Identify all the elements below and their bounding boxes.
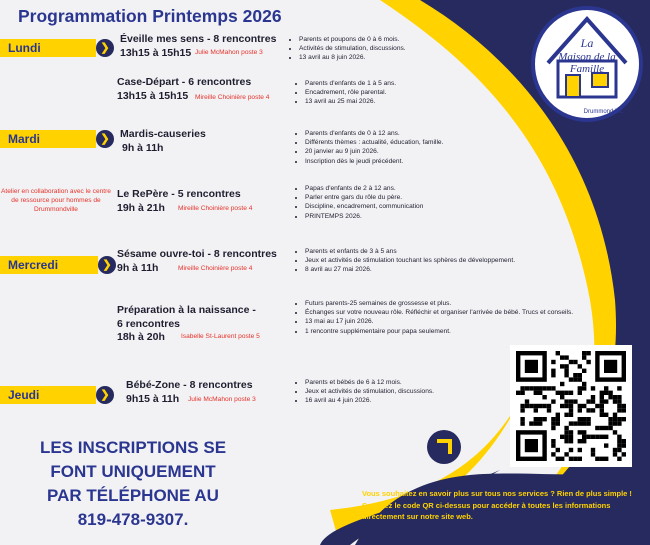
chevron-right-icon: ❯ [96, 39, 114, 57]
day-label-mercredi: Mercredi [0, 256, 98, 274]
activity-title: Le RePère - 5 rencontres 19h à 21h [117, 188, 241, 214]
activity-title: Sésame ouvre-toi - 8 rencontres 9h à 11h [117, 248, 277, 274]
activity-details: • Parents d'enfants de 1 à 5 ans. • Encadrement, rôle parental. • 13 avril au 25 mai 2026. [296, 79, 605, 107]
activity-details: • Futurs parents-25 semaines de grossesse et plus. • Échanges sur votre nouveau rôle. Réfléchir et organiser l'arrivée de bébé. Trucs et conseils. • 13 mai au 17 juin 2026. • 1 rencontre supplémentaire pour papa seulement. [296, 299, 595, 336]
chevron-right-icon: ❯ [96, 386, 114, 404]
animator: Isabelle St-Laurent poste 5 [181, 333, 260, 340]
activity-title: Préparation à la naissance - 6 rencontres 18h à 20h [117, 304, 256, 343]
qr-code[interactable] [510, 345, 632, 467]
svg-text:Famille: Famille [569, 63, 605, 75]
day-label-jeudi: Jeudi [0, 386, 96, 404]
activity-title: Mardis-causeries 9h à 11h [120, 128, 206, 154]
activity-details: • Parents et bébés de 6 à 12 mois. • Jeux et activités de stimulation, discussions. • 16 avril au 4 juin 2026. [296, 378, 605, 406]
activity-title: Éveille mes sens - 8 rencontres 13h15 à 15h15 [120, 33, 277, 59]
page-title: Programmation Printemps 2026 [18, 6, 282, 26]
collaboration-note: Atelier en collaboration avec le centre de ressource pour hommes de Drummondville [1, 188, 111, 213]
animator: Mireille Choinière poste 4 [178, 265, 253, 272]
activity-details: • Parents d'enfants de 0 à 12 ans. • Différents thèmes : actualité, éducation, famille. • 20 janvier au 9 juin 2026. • Inscription dès le jeudi précédent. [296, 129, 605, 166]
animator: Julie McMahon poste 3 [188, 396, 256, 403]
activity-title: Bébé-Zone - 8 rencontres 9h15 à 11h [126, 379, 253, 405]
info-text: Vous souhaitez en savoir plus sur tous nos services ? Rien de plus simple ! Scannez le code QR ci-dessus pour accéder à toutes les informations directement sur notre site web. [362, 489, 632, 521]
animator: Mireille Choinière poste 4 [178, 205, 253, 212]
inscriptions-notice: LES INSCRIPTIONS SE FONT UNIQUEMENT PAR TÉLÉPHONE AU 819-478-9307. [39, 438, 227, 529]
arrow-circle-icon [427, 430, 461, 464]
activity-details: • Parents et enfants de 3 à 5 ans • Jeux et activités de stimulation touchant les sphères de développement. • 8 avril au 27 mai 2026. [296, 247, 525, 275]
animator: Mireille Choinière poste 4 [195, 94, 270, 101]
svg-text:Drummond inc.: Drummond inc. [583, 109, 625, 115]
chevron-right-icon: ❯ [98, 256, 116, 274]
day-label-lundi: Lundi [0, 39, 96, 57]
svg-text:Maison de la: Maison de la [558, 51, 616, 63]
chevron-right-icon: ❯ [96, 130, 114, 148]
animator: Julie McMahon poste 3 [195, 49, 263, 56]
svg-text:La: La [580, 36, 594, 50]
activity-title: Case-Départ - 6 rencontres 13h15 à 15h15 [117, 76, 252, 102]
day-label-mardi: Mardi [0, 130, 96, 148]
activity-details: • Papas d'enfants de 2 à 12 ans. • Parler entre gars du rôle du père. • Discipline, encadrement, communication • PRINTEMPS 2026. [296, 184, 605, 221]
activity-details: • Parents et poupons de 0 à 6 mois. • Activités de stimulation, discussions. • 13 avril au 8 juin 2026. [290, 35, 599, 63]
